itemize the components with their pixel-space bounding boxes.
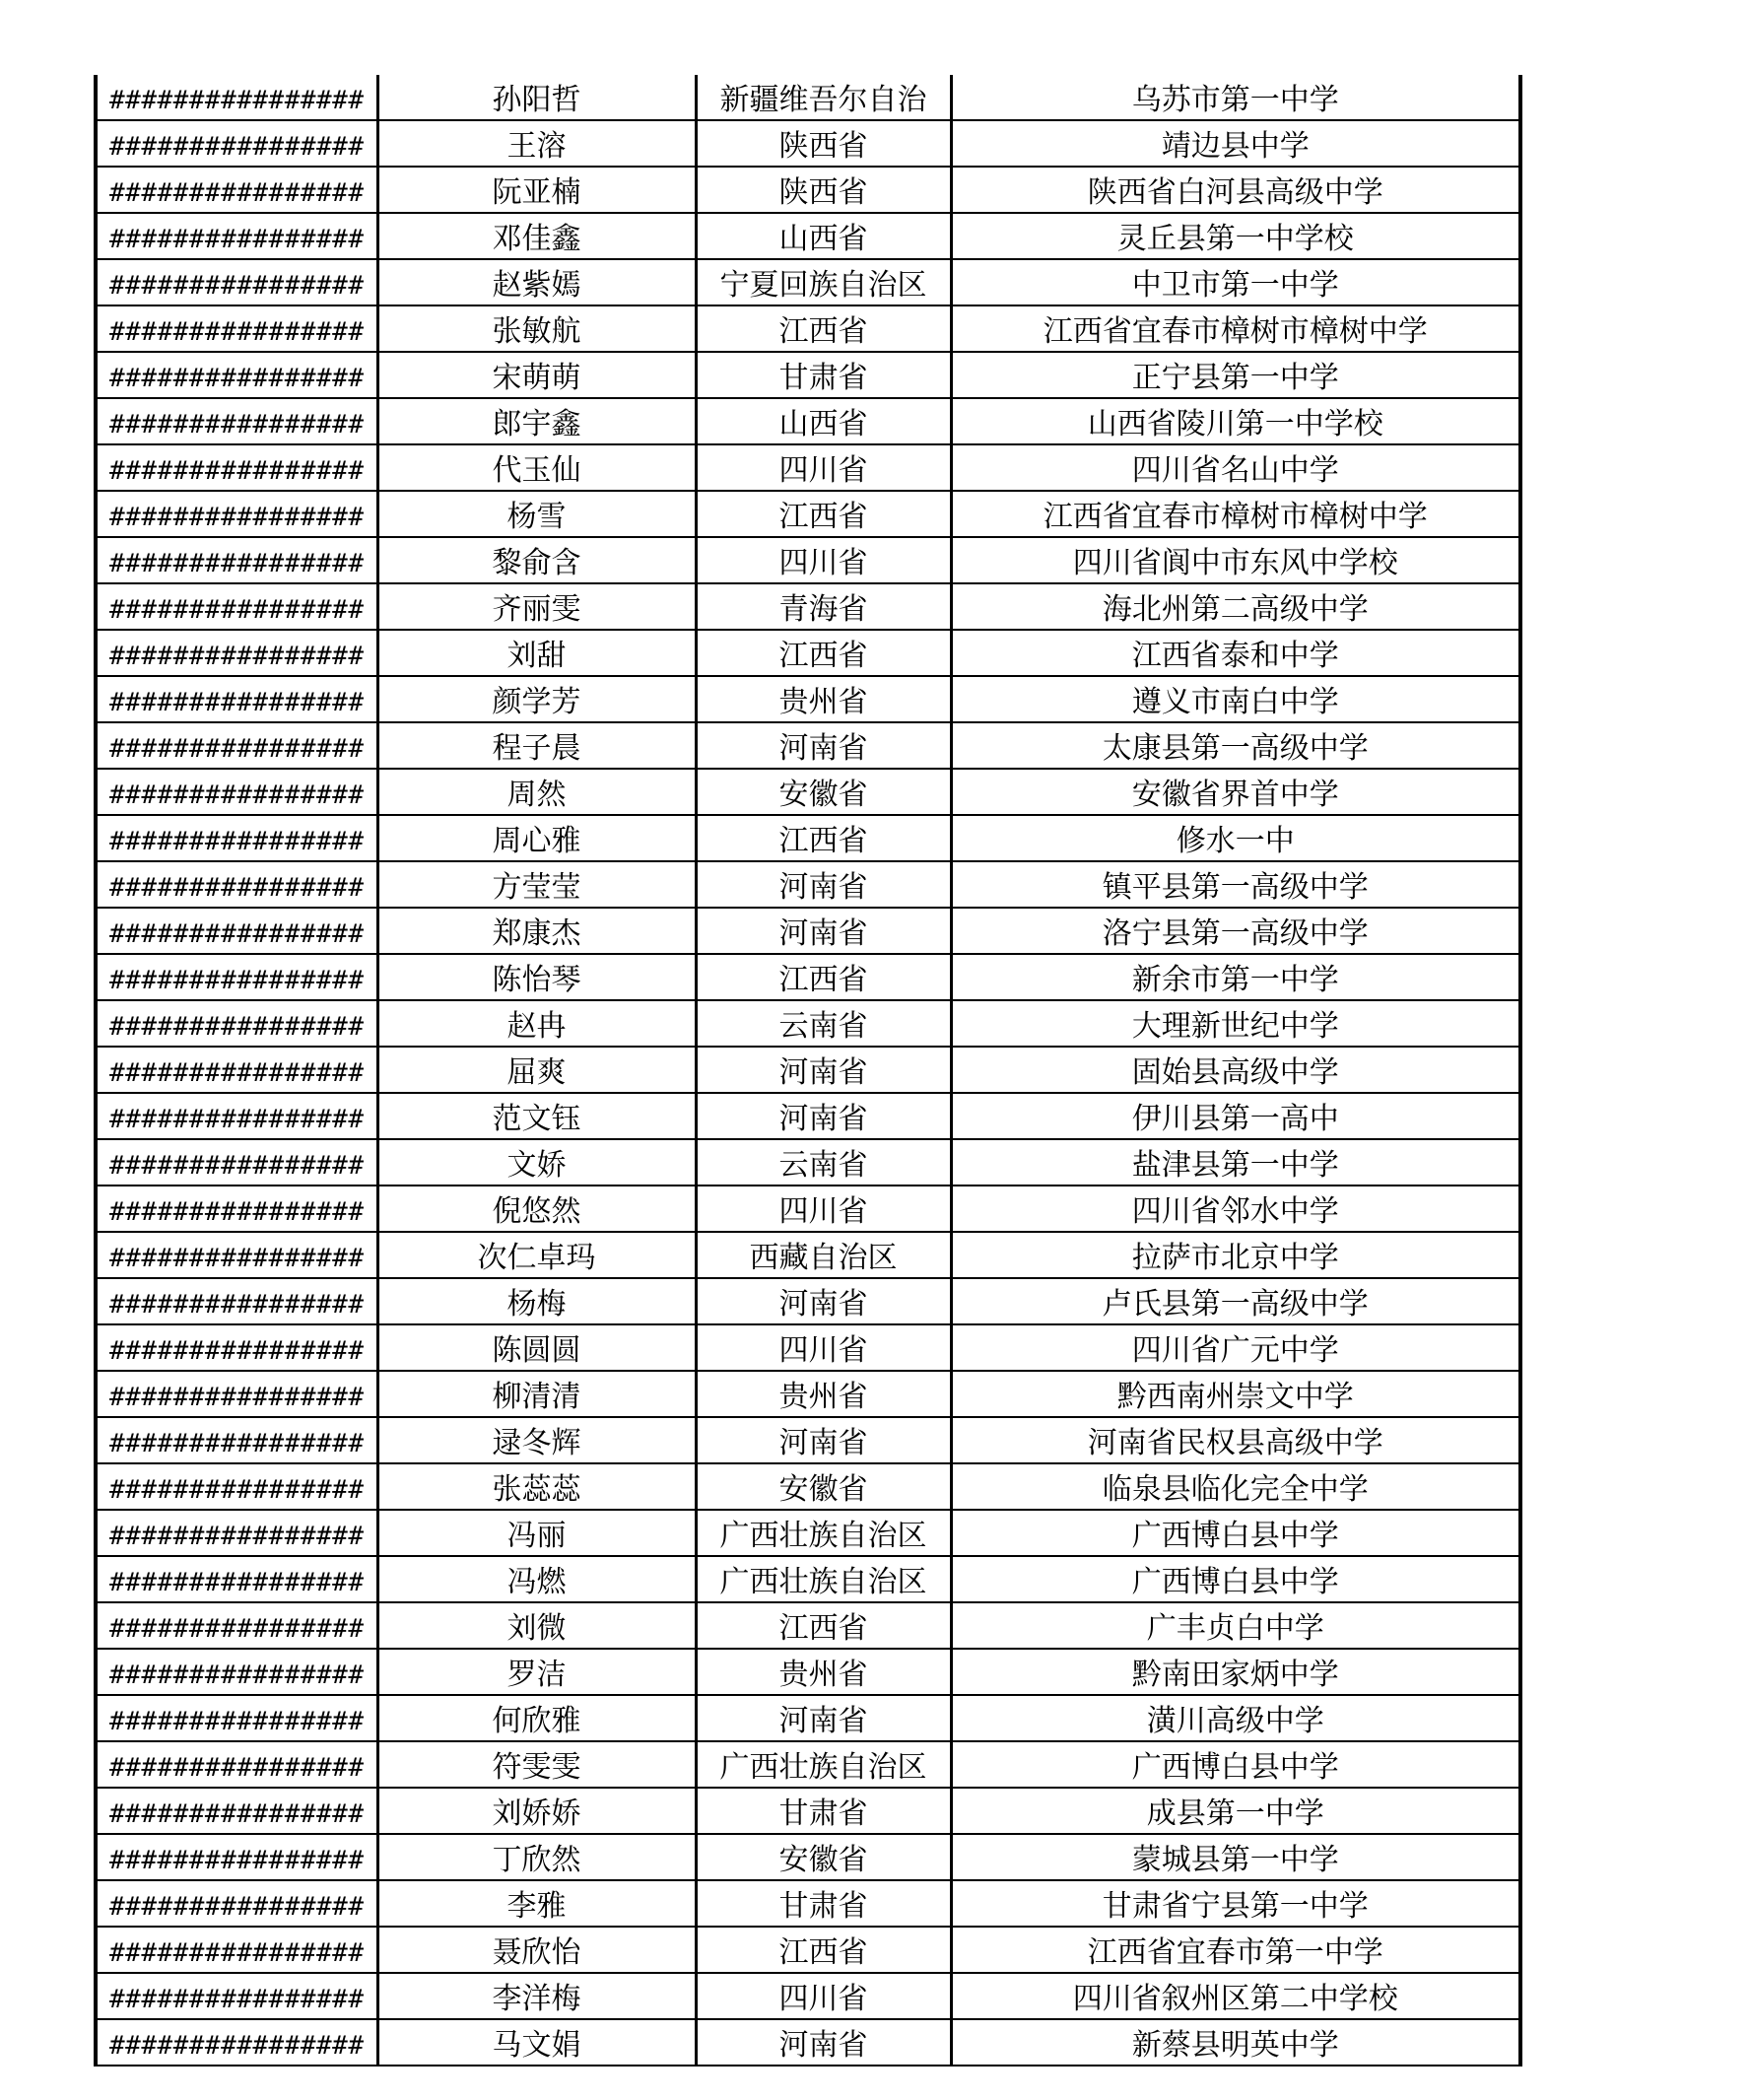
id-cell: ################ — [96, 1139, 377, 1185]
school-cell: 新余市第一中学 — [951, 954, 1520, 1000]
table-row — [96, 1463, 1520, 1510]
province-cell: 江西省 — [696, 491, 951, 537]
name-cell: 刘甜 — [377, 630, 696, 676]
table-row — [96, 2019, 1520, 2066]
name-cell: 文娇 — [377, 1139, 696, 1185]
id-cell: ################ — [96, 2019, 377, 2066]
school-cell: 盐津县第一中学 — [951, 1139, 1520, 1185]
name-cell: 李雅 — [377, 1880, 696, 1927]
school-cell: 四川省邻水中学 — [951, 1185, 1520, 1232]
id-cell: ################ — [96, 305, 377, 352]
name-cell: 刘微 — [377, 1602, 696, 1649]
name-cell: 马文娟 — [377, 2019, 696, 2066]
school-cell: 山西省陵川第一中学校 — [951, 398, 1520, 444]
province-cell: 河南省 — [696, 1695, 951, 1741]
id-cell: ################ — [96, 1649, 377, 1695]
id-cell: ################ — [96, 1927, 377, 1973]
school-cell: 洛宁县第一高级中学 — [951, 908, 1520, 954]
school-cell: 伊川县第一高中 — [951, 1093, 1520, 1139]
name-cell: 倪悠然 — [377, 1185, 696, 1232]
province-cell: 四川省 — [696, 1324, 951, 1371]
name-cell: 张敏航 — [377, 305, 696, 352]
name-cell: 黎俞含 — [377, 537, 696, 583]
table-body — [96, 75, 1520, 2066]
province-cell: 青海省 — [696, 583, 951, 630]
school-cell: 广西博白县中学 — [951, 1741, 1520, 1788]
school-cell: 黔西南州崇文中学 — [951, 1371, 1520, 1417]
id-cell: ################ — [96, 1232, 377, 1278]
name-cell: 方莹莹 — [377, 861, 696, 908]
name-cell: 宋萌萌 — [377, 352, 696, 398]
table-row — [96, 1927, 1520, 1973]
name-cell: 杨梅 — [377, 1278, 696, 1324]
name-cell: 杨雪 — [377, 491, 696, 537]
province-cell: 新疆维吾尔自治 — [696, 75, 951, 120]
table-row — [96, 1093, 1520, 1139]
id-cell: ################ — [96, 1695, 377, 1741]
province-cell: 陕西省 — [696, 120, 951, 167]
table-row — [96, 1185, 1520, 1232]
table-row — [96, 676, 1520, 722]
id-cell: ################ — [96, 954, 377, 1000]
school-cell: 广西博白县中学 — [951, 1510, 1520, 1556]
province-cell: 河南省 — [696, 861, 951, 908]
province-cell: 甘肃省 — [696, 1880, 951, 1927]
table-row — [96, 1232, 1520, 1278]
table-row — [96, 1741, 1520, 1788]
province-cell: 四川省 — [696, 1973, 951, 2019]
id-cell: ################ — [96, 908, 377, 954]
table-row — [96, 1417, 1520, 1463]
id-cell: ################ — [96, 167, 377, 213]
id-cell: ################ — [96, 213, 377, 259]
province-cell: 陕西省 — [696, 167, 951, 213]
table-row — [96, 769, 1520, 815]
table-row — [96, 1047, 1520, 1093]
table-row — [96, 444, 1520, 491]
school-cell: 灵丘县第一中学校 — [951, 213, 1520, 259]
school-cell: 四川省叙州区第二中学校 — [951, 1973, 1520, 2019]
name-cell: 邓佳鑫 — [377, 213, 696, 259]
name-cell: 李洋梅 — [377, 1973, 696, 2019]
school-cell: 四川省名山中学 — [951, 444, 1520, 491]
province-cell: 四川省 — [696, 1185, 951, 1232]
name-cell: 逯冬辉 — [377, 1417, 696, 1463]
province-cell: 贵州省 — [696, 1371, 951, 1417]
table-row — [96, 398, 1520, 444]
school-cell: 临泉县临化完全中学 — [951, 1463, 1520, 1510]
school-cell: 陕西省白河县高级中学 — [951, 167, 1520, 213]
school-cell: 新蔡县明英中学 — [951, 2019, 1520, 2066]
school-cell: 太康县第一高级中学 — [951, 722, 1520, 769]
id-cell: ################ — [96, 352, 377, 398]
table-row — [96, 583, 1520, 630]
table-row — [96, 1324, 1520, 1371]
school-cell: 遵义市南白中学 — [951, 676, 1520, 722]
name-cell: 周然 — [377, 769, 696, 815]
id-cell: ################ — [96, 1324, 377, 1371]
school-cell: 甘肃省宁县第一中学 — [951, 1880, 1520, 1927]
spreadsheet-table-area — [94, 75, 1518, 2066]
table-row — [96, 120, 1520, 167]
school-cell: 江西省宜春市樟树市樟树中学 — [951, 305, 1520, 352]
id-cell: ################ — [96, 537, 377, 583]
name-cell: 孙阳哲 — [377, 75, 696, 120]
province-cell: 四川省 — [696, 444, 951, 491]
school-cell: 成县第一中学 — [951, 1788, 1520, 1834]
province-cell: 宁夏回族自治区 — [696, 259, 951, 305]
table-row — [96, 1139, 1520, 1185]
table-row — [96, 75, 1520, 120]
table-row — [96, 1602, 1520, 1649]
id-cell: ################ — [96, 75, 377, 120]
school-cell: 正宁县第一中学 — [951, 352, 1520, 398]
school-cell: 修水一中 — [951, 815, 1520, 861]
table-row — [96, 491, 1520, 537]
name-cell: 符雯雯 — [377, 1741, 696, 1788]
school-cell: 江西省宜春市樟树市樟树中学 — [951, 491, 1520, 537]
school-cell: 四川省阆中市东风中学校 — [951, 537, 1520, 583]
school-cell: 河南省民权县高级中学 — [951, 1417, 1520, 1463]
id-cell: ################ — [96, 861, 377, 908]
school-cell: 广丰贞白中学 — [951, 1602, 1520, 1649]
table-row — [96, 167, 1520, 213]
name-cell: 代玉仙 — [377, 444, 696, 491]
name-cell: 范文钰 — [377, 1093, 696, 1139]
table-row — [96, 1834, 1520, 1880]
table-row — [96, 1371, 1520, 1417]
province-cell: 河南省 — [696, 1278, 951, 1324]
student-table — [94, 75, 1522, 2066]
province-cell: 甘肃省 — [696, 1788, 951, 1834]
id-cell: ################ — [96, 1047, 377, 1093]
province-cell: 江西省 — [696, 1602, 951, 1649]
table-row — [96, 630, 1520, 676]
table-row — [96, 537, 1520, 583]
school-cell: 海北州第二高级中学 — [951, 583, 1520, 630]
name-cell: 王溶 — [377, 120, 696, 167]
name-cell: 张蕊蕊 — [377, 1463, 696, 1510]
school-cell: 靖边县中学 — [951, 120, 1520, 167]
table-row — [96, 1510, 1520, 1556]
id-cell: ################ — [96, 583, 377, 630]
name-cell: 次仁卓玛 — [377, 1232, 696, 1278]
province-cell: 甘肃省 — [696, 352, 951, 398]
province-cell: 山西省 — [696, 213, 951, 259]
province-cell: 云南省 — [696, 1139, 951, 1185]
name-cell: 赵紫嫣 — [377, 259, 696, 305]
province-cell: 广西壮族自治区 — [696, 1741, 951, 1788]
id-cell: ################ — [96, 815, 377, 861]
table-row — [96, 1880, 1520, 1927]
id-cell: ################ — [96, 1834, 377, 1880]
id-cell: ################ — [96, 1417, 377, 1463]
id-cell: ################ — [96, 398, 377, 444]
name-cell: 罗洁 — [377, 1649, 696, 1695]
table-row — [96, 305, 1520, 352]
school-cell: 乌苏市第一中学 — [951, 75, 1520, 120]
name-cell: 陈怡琴 — [377, 954, 696, 1000]
province-cell: 江西省 — [696, 630, 951, 676]
province-cell: 四川省 — [696, 537, 951, 583]
name-cell: 何欣雅 — [377, 1695, 696, 1741]
table-row — [96, 352, 1520, 398]
table-row — [96, 259, 1520, 305]
table-row — [96, 213, 1520, 259]
province-cell: 河南省 — [696, 908, 951, 954]
id-cell: ################ — [96, 1185, 377, 1232]
table-row — [96, 1695, 1520, 1741]
table-row — [96, 954, 1520, 1000]
id-cell: ################ — [96, 676, 377, 722]
id-cell: ################ — [96, 1278, 377, 1324]
province-cell: 西藏自治区 — [696, 1232, 951, 1278]
id-cell: ################ — [96, 1463, 377, 1510]
table-row — [96, 722, 1520, 769]
id-cell: ################ — [96, 1973, 377, 2019]
province-cell: 河南省 — [696, 722, 951, 769]
school-cell: 蒙城县第一中学 — [951, 1834, 1520, 1880]
name-cell: 刘娇娇 — [377, 1788, 696, 1834]
province-cell: 安徽省 — [696, 1834, 951, 1880]
id-cell: ################ — [96, 1000, 377, 1047]
name-cell: 颜学芳 — [377, 676, 696, 722]
name-cell: 丁欣然 — [377, 1834, 696, 1880]
school-cell: 江西省宜春市第一中学 — [951, 1927, 1520, 1973]
name-cell: 陈圆圆 — [377, 1324, 696, 1371]
school-cell: 安徽省界首中学 — [951, 769, 1520, 815]
province-cell: 云南省 — [696, 1000, 951, 1047]
province-cell: 贵州省 — [696, 676, 951, 722]
school-cell: 卢氏县第一高级中学 — [951, 1278, 1520, 1324]
id-cell: ################ — [96, 1556, 377, 1602]
id-cell: ################ — [96, 491, 377, 537]
name-cell: 赵冉 — [377, 1000, 696, 1047]
name-cell: 聂欣怡 — [377, 1927, 696, 1973]
school-cell: 大理新世纪中学 — [951, 1000, 1520, 1047]
name-cell: 冯丽 — [377, 1510, 696, 1556]
school-cell: 江西省泰和中学 — [951, 630, 1520, 676]
school-cell: 潢川高级中学 — [951, 1695, 1520, 1741]
name-cell: 冯燃 — [377, 1556, 696, 1602]
table-row — [96, 815, 1520, 861]
school-cell: 四川省广元中学 — [951, 1324, 1520, 1371]
province-cell: 广西壮族自治区 — [696, 1556, 951, 1602]
name-cell: 郎宇鑫 — [377, 398, 696, 444]
id-cell: ################ — [96, 1880, 377, 1927]
id-cell: ################ — [96, 630, 377, 676]
province-cell: 河南省 — [696, 2019, 951, 2066]
id-cell: ################ — [96, 722, 377, 769]
name-cell: 郑康杰 — [377, 908, 696, 954]
province-cell: 江西省 — [696, 1927, 951, 1973]
name-cell: 周心雅 — [377, 815, 696, 861]
table-row — [96, 1000, 1520, 1047]
id-cell: ################ — [96, 1093, 377, 1139]
id-cell: ################ — [96, 1602, 377, 1649]
id-cell: ################ — [96, 1510, 377, 1556]
id-cell: ################ — [96, 769, 377, 815]
province-cell: 江西省 — [696, 815, 951, 861]
province-cell: 山西省 — [696, 398, 951, 444]
name-cell: 柳清清 — [377, 1371, 696, 1417]
table-row — [96, 1973, 1520, 2019]
table-row — [96, 1649, 1520, 1695]
province-cell: 安徽省 — [696, 1463, 951, 1510]
province-cell: 安徽省 — [696, 769, 951, 815]
table-row — [96, 1556, 1520, 1602]
province-cell: 江西省 — [696, 954, 951, 1000]
id-cell: ################ — [96, 444, 377, 491]
name-cell: 齐丽雯 — [377, 583, 696, 630]
table-row — [96, 908, 1520, 954]
province-cell: 广西壮族自治区 — [696, 1510, 951, 1556]
school-cell: 固始县高级中学 — [951, 1047, 1520, 1093]
table-row — [96, 1278, 1520, 1324]
id-cell: ################ — [96, 1741, 377, 1788]
school-cell: 黔南田家炳中学 — [951, 1649, 1520, 1695]
id-cell: ################ — [96, 259, 377, 305]
id-cell: ################ — [96, 1788, 377, 1834]
school-cell: 中卫市第一中学 — [951, 259, 1520, 305]
province-cell: 河南省 — [696, 1093, 951, 1139]
name-cell: 阮亚楠 — [377, 167, 696, 213]
province-cell: 河南省 — [696, 1047, 951, 1093]
school-cell: 拉萨市北京中学 — [951, 1232, 1520, 1278]
id-cell: ################ — [96, 1371, 377, 1417]
table-row — [96, 1788, 1520, 1834]
id-cell: ################ — [96, 120, 377, 167]
province-cell: 河南省 — [696, 1417, 951, 1463]
province-cell: 江西省 — [696, 305, 951, 352]
school-cell: 镇平县第一高级中学 — [951, 861, 1520, 908]
table-row — [96, 861, 1520, 908]
school-cell: 广西博白县中学 — [951, 1556, 1520, 1602]
name-cell: 屈爽 — [377, 1047, 696, 1093]
name-cell: 程子晨 — [377, 722, 696, 769]
province-cell: 贵州省 — [696, 1649, 951, 1695]
